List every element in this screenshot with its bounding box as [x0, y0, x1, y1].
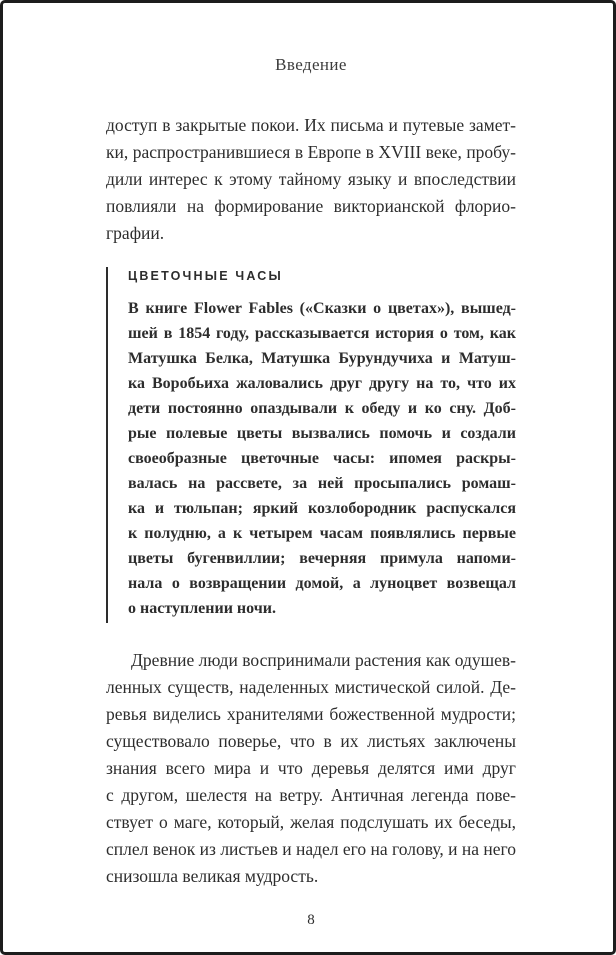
- callout-body: [128, 296, 516, 621]
- text-line: нала о возвращении домой, а луноцвет возвещал: [128, 575, 516, 592]
- text-line: ки, распространившиеся в Европе в XVIII веке, пробу-: [106, 142, 516, 162]
- text-line: графии.: [106, 223, 165, 243]
- callout-heading: ЦВЕТОЧНЫЕ ЧАСЫ: [128, 269, 283, 283]
- text-line: Древние люди воспринимали растения как одушев-: [131, 650, 516, 670]
- text-line: с другом, шелестя на ветру. Античная легенда пове-: [106, 785, 516, 805]
- text-line: цветы бугенвиллии; вечерняя примула напоми-: [128, 550, 516, 567]
- text-line: ленных существ, наделенных мистической силой. Де-: [106, 677, 516, 697]
- paragraph-continuation: [106, 112, 516, 247]
- text-line: В книге Flower Fables («Сказки о цветах»), вышед-: [128, 300, 516, 317]
- text-line: доступ в закрытые покои. Их письма и путевые замет-: [106, 115, 516, 135]
- text-line: валась на рассвете, за ней просыпались ромаш-: [128, 475, 516, 492]
- text-line: дети постоянно опаздывали к обеду и ко сну. Доб-: [128, 400, 516, 417]
- text-line: к полудню, а к четырем часам появлялись первые: [128, 525, 516, 542]
- text-line: своеобразные цветочные часы: ипомея раскры-: [128, 450, 516, 467]
- text-line: дили интерес к этому тайному языку и впоследствии: [106, 169, 516, 189]
- page-number: 8: [307, 912, 315, 928]
- text-line: снизошла великая мудрость.: [106, 866, 319, 886]
- text-line: существовало поверье, что в их листьях заключены: [106, 731, 516, 751]
- text-line: рые полевые цветы вызвались помочь и создали: [128, 425, 516, 442]
- text-line: ка Воробьиха жаловались друг другу на то, что их: [128, 375, 516, 392]
- sidebar-callout: [106, 267, 516, 623]
- text-line: ревья виделись хранителями божественной мудрости;: [106, 704, 516, 724]
- text-line: повлияли на формирование викторианской флорио-: [106, 196, 516, 216]
- paragraph-body: [106, 647, 516, 890]
- text-line: сплел венок из листьев и надел его на голову, и на него: [106, 839, 517, 859]
- text-line: Матушка Белка, Матушка Бурундучиха и Матуш-: [128, 350, 516, 367]
- text-line: о наступлении ночи.: [128, 600, 276, 617]
- text-line: ка и тюльпан; яркий козлобородник распускался: [128, 500, 516, 517]
- text-line: ствует о маге, который, желая подслушать их беседы,: [106, 812, 516, 832]
- text-line: шей в 1854 году, рассказывается история о том, как: [128, 325, 516, 342]
- text-column: [106, 112, 516, 890]
- running-head: Введение: [275, 55, 347, 74]
- text-line: знания всего мира и что деревья делятся ими друг: [106, 758, 516, 778]
